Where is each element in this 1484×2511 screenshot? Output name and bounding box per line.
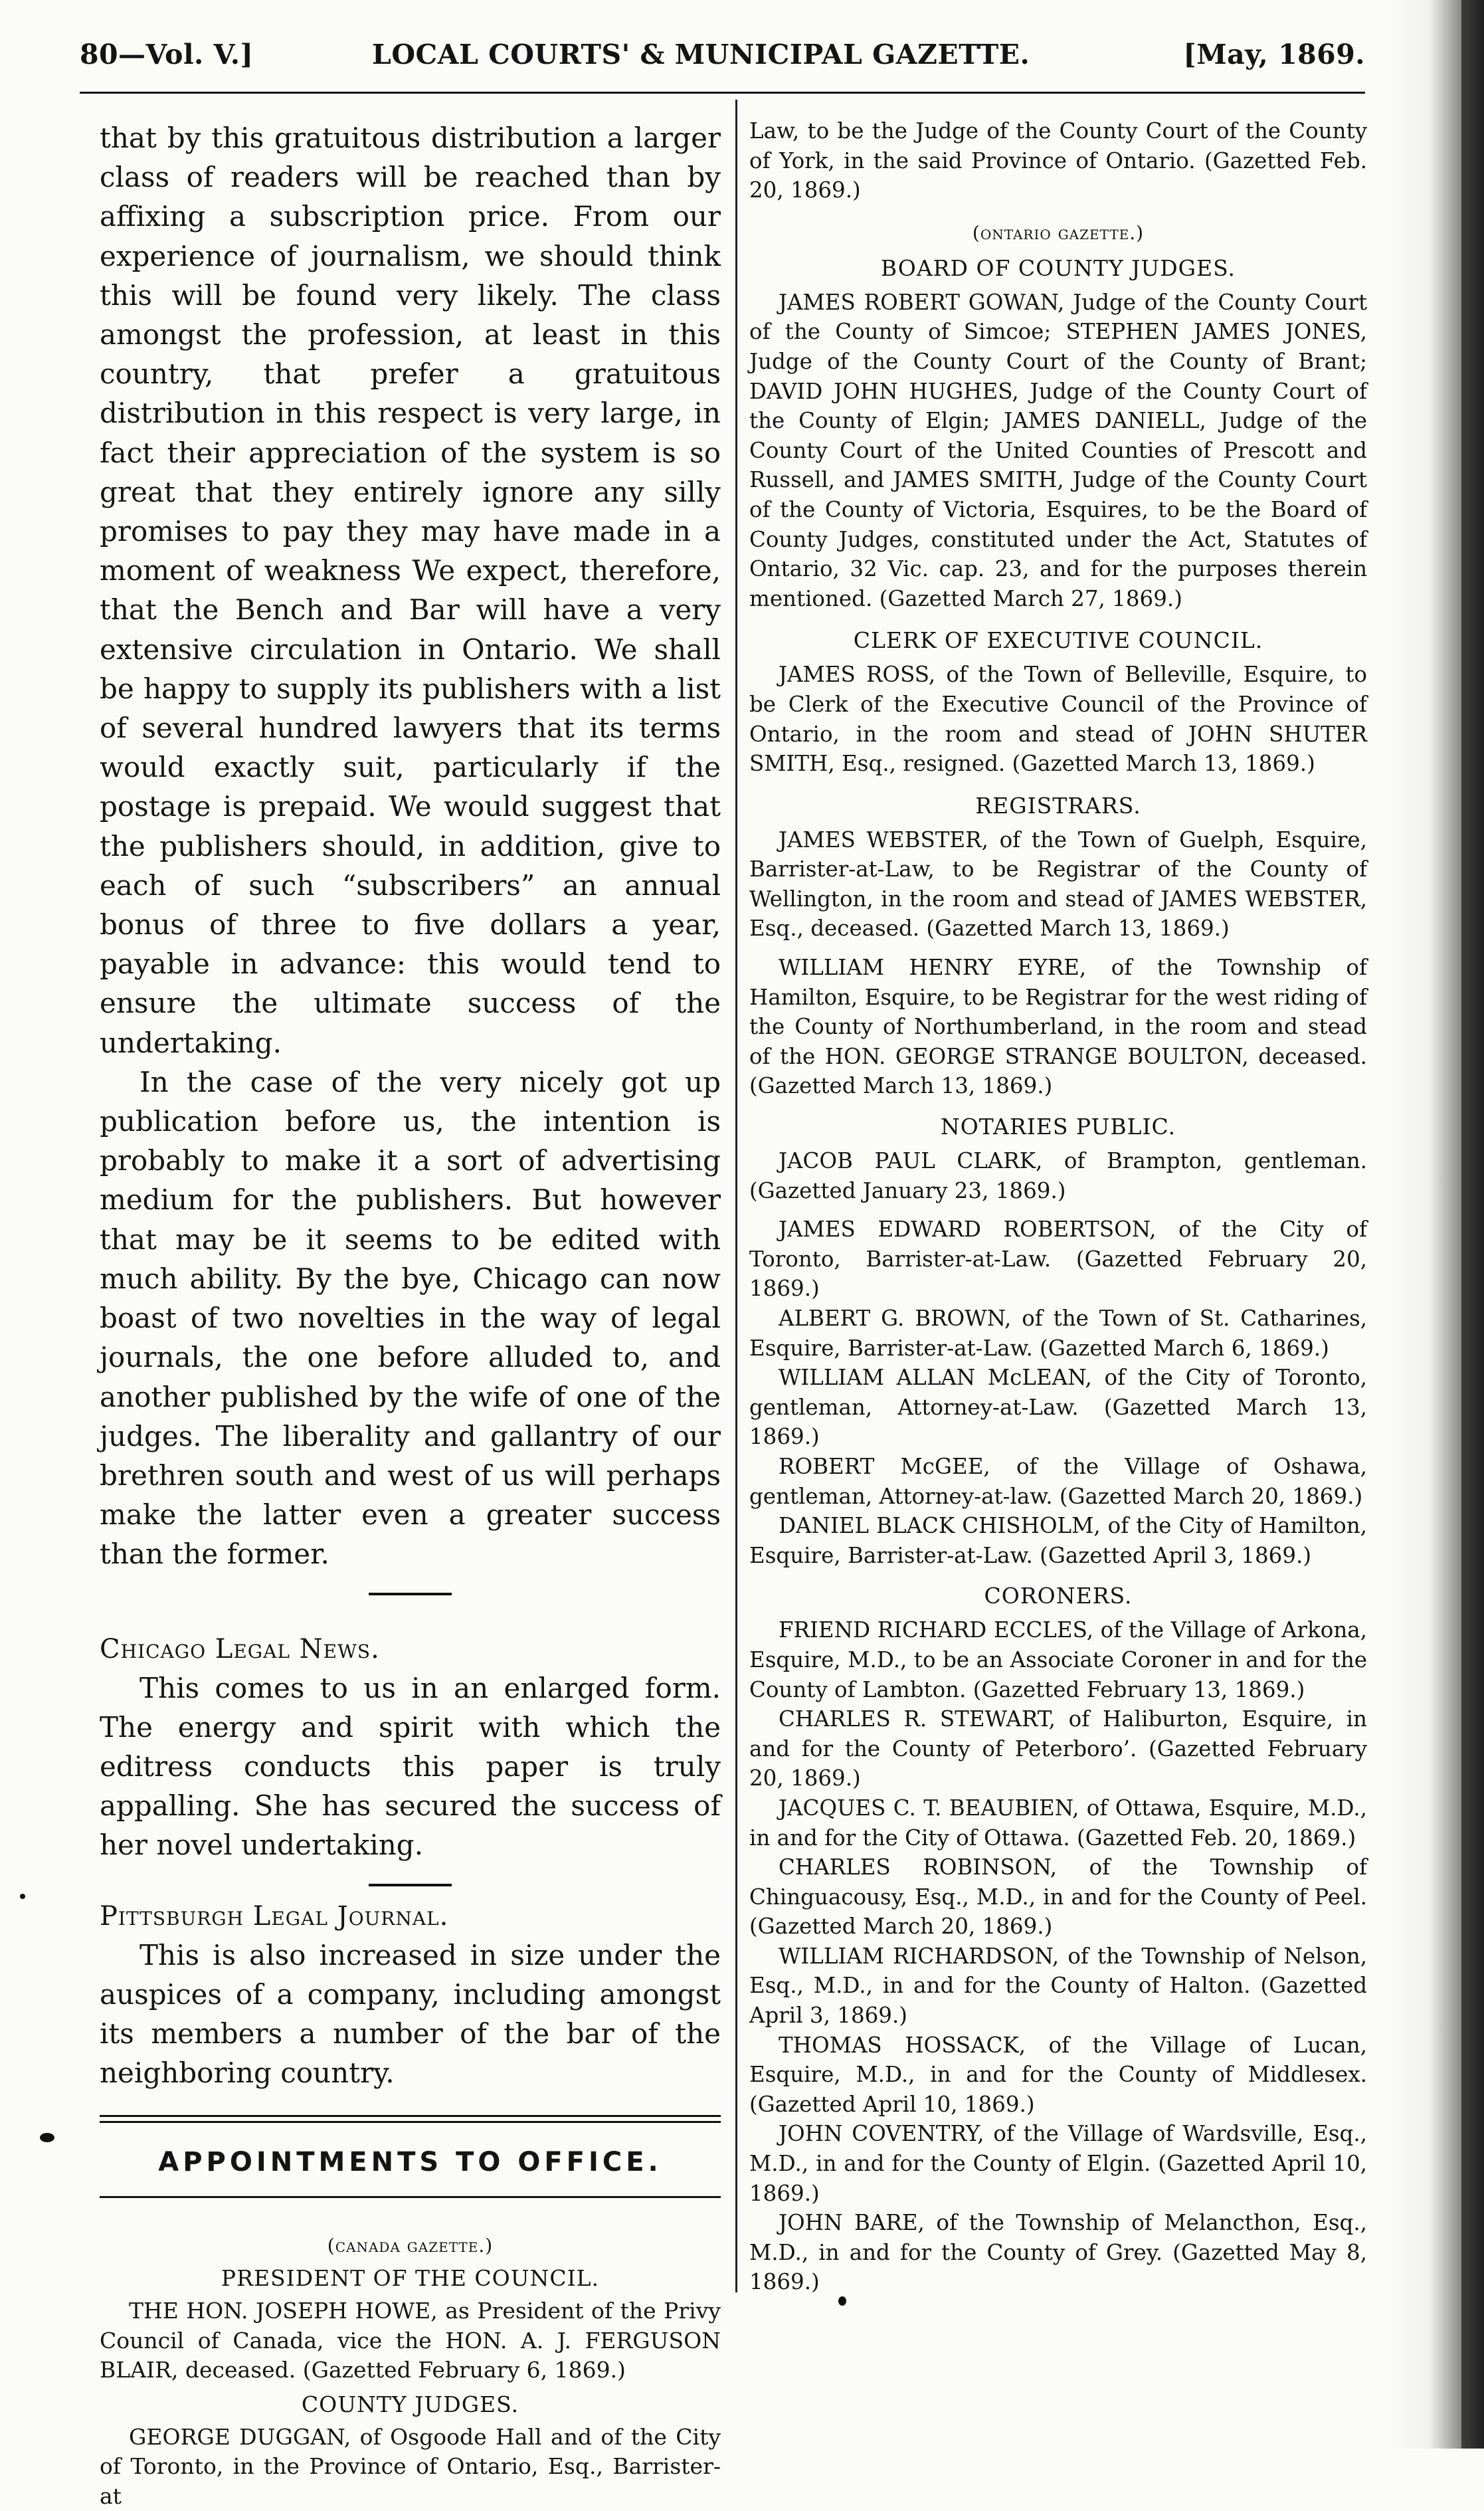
section-rule	[369, 1884, 452, 1886]
section-heading: Chicago Legal News.	[100, 1633, 380, 1664]
scan-speck	[20, 1894, 25, 1899]
column-divider	[735, 100, 737, 2292]
appointment-entry: WILLIAM ALLAN McLEAN, of the City of Toronto, gentleman, Attorney-at-Law. (Gazetted March 13, 1869.)	[749, 1365, 1367, 1450]
office-heading: PRESIDENT OF THE COUNCIL.	[221, 2265, 600, 2292]
office-heading: BOARD OF COUNTY JUDGES.	[880, 254, 1236, 281]
header-rule	[80, 92, 1365, 94]
left-column	[100, 118, 721, 2511]
appointment-entry: DANIEL BLACK CHISHOLM, of the City of Hamilton, Esquire, Barrister-at-Law. (Gazetted April 3, 1869.)	[749, 1513, 1367, 1568]
appointment-entry: JAMES EDWARD ROBERTSON, of the City of Toronto, Barrister-at-Law. (Gazetted February 20, 1869.)	[749, 1217, 1367, 1302]
office-heading: NOTARIES PUBLIC.	[940, 1114, 1176, 1140]
appointment-entry: ROBERT McGEE, of the Village of Oshawa, gentleman, Attorney-at-law. (Gazetted March 20, 1869.)	[749, 1453, 1367, 1509]
appointment-entry: Law, to be the Judge of the County Court of the County of York, in the said Province of Ontario. (Gazetted Feb. 20, 1869.)	[749, 118, 1367, 203]
appointment-entry: JACQUES C. T. BEAUBIEN, of Ottawa, Esquire, M.D., in and for the City of Ottawa. (Gazetted Feb. 20, 1869.)	[749, 1795, 1367, 1851]
appointments-title: APPOINTMENTS TO OFFICE.	[158, 2147, 662, 2178]
article-paragraph: This comes to us in an enlarged form. The energy and spirit with which the editress conducts this paper is truly appalling. She has secured the success of her novel undertaking.	[100, 1671, 721, 1862]
article-paragraph: This is also increased in size under the auspices of a company, including amongst its members a number of the bar of the neighboring country.	[100, 1938, 721, 2090]
appointment-entry: JOHN BARE, of the Township of Melancthon, Esq., M.D., in and for the County of Grey. (Gazetted May 8, 1869.)	[749, 2210, 1367, 2295]
office-heading: CORONERS.	[984, 1583, 1133, 1609]
appointment-entry: CHARLES R. STEWART, of Haliburton, Esquire, in and for the County of Peterboro’. (Gazetted February 20, 1869.)	[749, 1706, 1367, 1791]
section-rule	[369, 1593, 452, 1595]
appointment-entry: JACOB PAUL CLARK, of Brampton, gentleman. (Gazetted January 23, 1869.)	[749, 1148, 1367, 1203]
appointment-entry: JAMES WEBSTER, of the Town of Guelph, Esquire, Barrister-at-Law, to be Registrar of the County of Wellington, in the room and stead of JAMES WEBSTER, Esq., deceased. (Gazetted March 13, 1869.)	[749, 827, 1367, 942]
issue-date: [May, 1869.	[1183, 39, 1365, 70]
scan-speck	[838, 2296, 846, 2306]
gazette-source: (canada gazette.)	[327, 2235, 494, 2257]
appointment-entry: WILLIAM HENRY EYRE, of the Township of Hamilton, Esquire, to be Registrar for the west riding of the County of Northumberland, in the room and stead of the HON. GEORGE STRANGE BOULTON, deceased. (Gazetted March 13, 1869.)	[749, 955, 1367, 1099]
running-head	[80, 39, 1365, 85]
appointment-entry: CHARLES ROBINSON, of the Township of Chinguacousy, Esq., M.D., in and for the County of Peel. (Gazetted March 20, 1869.)	[749, 1855, 1367, 1940]
appointment-entry: JAMES ROBERT GOWAN, Judge of the County Court of the County of Simcoe; STEPHEN JAMES JONES, Judge of the County Court of the County of Brant; DAVID JOHN HUGHES, Judge of the County Court of the County of Elgin; JAMES DANIELL, Judge of the County Court of the United Counties of Prescott and Russell, and JAMES SMITH, Judge of the County Court of the County of Victoria, Esquires, to be the Board of County Judges, constituted under the Act, Statutes of Ontario, 32 Vic. cap. 23, and for the purposes therein mentioned. (Gazetted March 27, 1869.)	[749, 289, 1367, 611]
page-volume: 80—Vol. V.]	[80, 39, 254, 70]
office-heading: REGISTRARS.	[975, 792, 1141, 819]
appointment-entry: WILLIAM RICHARDSON, of the Township of Nelson, Esq., M.D., in and for the County of Halton. (Gazetted April 3, 1869.)	[749, 1943, 1367, 2029]
appointment-entry: THE HON. JOSEPH HOWE, as President of the Privy Council of Canada, vice the HON. A. J. FERGUSON BLAIR, deceased. (Gazetted February 6, 1869.)	[100, 2298, 721, 2383]
article-paragraph: that by this gratuitous distribution a larger class of readers will be reached than by affixing a subscription price. From our experience of journalism, we should think this will be found very likely. The class amongst the profession, at least in this country, that prefer a gratuitous distribution in this respect is very large, in fact their appreciation of the system is so great that they entirely ignore any silly promises to pay they may have made in a moment of weakness We expect, therefore, that the Bench and Bar will have a very extensive circulation in Ontario. We shall be happy to supply its publishers with a list of several hundred lawyers that its terms would exactly suit, particularly if the postage is prepaid. We would suggest that the publishers should, in addition, give to each of such “subscribers” an annual bonus of three to five dollars a year, payable in advance: this would tend to ensure the ultimate success of the undertaking.	[100, 122, 721, 1059]
publication-title: LOCAL COURTS' & MUNICIPAL GAZETTE.	[372, 39, 1030, 70]
appointment-entry: JAMES ROSS, of the Town of Belleville, Esquire, to be Clerk of the Executive Council of the Province of Ontario, in the room and stead of JOHN SHUTER SMITH, Esq., resigned. (Gazetted March 13, 1869.)	[749, 662, 1367, 777]
double-rule	[100, 2115, 721, 2123]
appointment-entry: THOMAS HOSSACK, of the Village of Lucan, Esquire, M.D., in and for the County of Middlesex. (Gazetted April 10, 1869.)	[749, 2032, 1367, 2117]
office-heading: COUNTY JUDGES.	[301, 2391, 519, 2417]
right-column	[749, 116, 1367, 2297]
appointment-entry: FRIEND RICHARD ECCLES, of the Village of Arkona, Esquire, M.D., to be an Associate Coroner in and for the County of Lambton. (Gazetted February 13, 1869.)	[749, 1617, 1367, 1702]
office-heading: CLERK OF EXECUTIVE COUNCIL.	[853, 627, 1263, 654]
article-paragraph: In the case of the very nicely got up publication before us, the intention is probably to make it a sort of advertising medium for the publishers. But however that may be it seems to be edited with much ability. By the bye, Chicago can now boast of two novelties in the way of legal journals, the one before alluded to, and another published by the wife of one of the judges. The liberality and gallantry of our brethren south and west of us will perhaps make the latter even a greater success than the former.	[100, 1065, 721, 1571]
appointment-entry: ALBERT G. BROWN, of the Town of St. Catharines, Esquire, Barrister-at-Law. (Gazetted March 6, 1869.)	[749, 1306, 1367, 1361]
scan-speck	[40, 2133, 54, 2142]
appointment-entry: JOHN COVENTRY, of the Village of Wardsville, Esq., M.D., in and for the County of Elgin. (Gazetted April 10, 1869.)	[749, 2121, 1367, 2206]
appointments-rule	[100, 2196, 721, 2198]
scan-edge-dark	[1461, 0, 1484, 2449]
section-heading: Pittsburgh Legal Journal.	[100, 1900, 449, 1932]
appointment-entry: GEORGE DUGGAN, of Osgoode Hall and of the City of Toronto, in the Province of Ontario, Esq., Barrister-at	[100, 2423, 721, 2509]
gazette-source: (ontario gazette.)	[972, 221, 1145, 244]
